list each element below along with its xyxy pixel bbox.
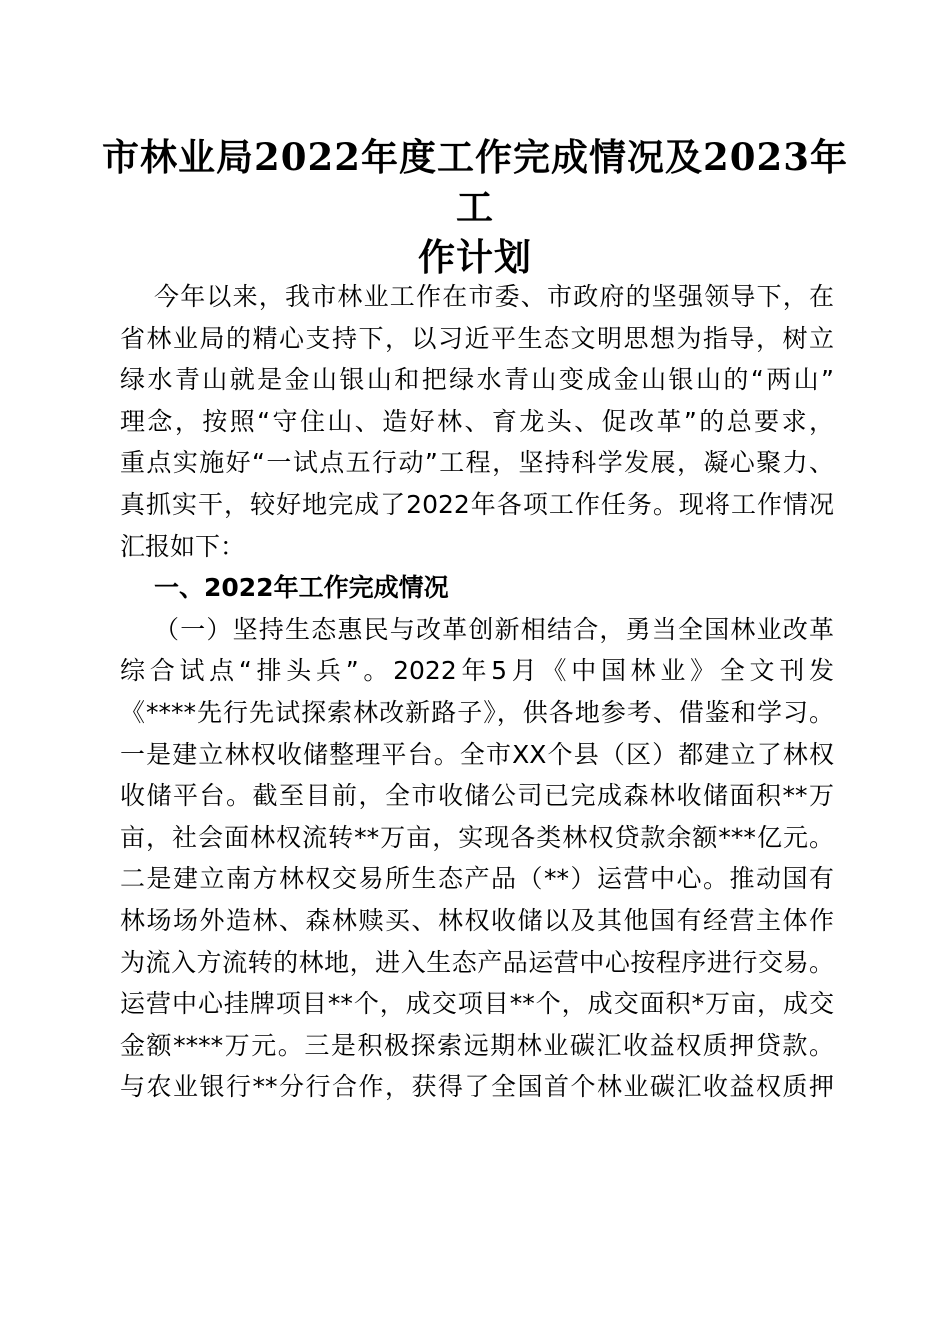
intro-line-4: 理念，按照“守住山、造好林、育龙头、促改革”的总要求， (120, 406, 834, 436)
title-line-2: 作计划 (418, 235, 532, 279)
intro-line-6: 真抓实干，较好地完成了2022年各项工作任务。现将工作情况 (120, 489, 834, 519)
document-body (120, 276, 834, 1108)
intro-line-1: 今年以来，我市林业工作在市委、市政府的坚强领导下，在 (154, 282, 834, 311)
section-line-2: 综合试点“排头兵”。2022年5月《中国林业》全文刊发 (120, 656, 834, 686)
section-line-5: 收储平台。截至目前，全市收储公司已完成森林收储面积**万 (120, 781, 834, 811)
section-line-8: 林场场外造林、森林赎买、林权收储以及其他国有经营主体作 (120, 905, 834, 935)
section-line-3: 《****先行先试探索林改新路子》，供各地参考、借鉴和学习。 (120, 697, 834, 727)
section-line-6: 亩，社会面林权流转**万亩，实现各类林权贷款余额***亿元。 (120, 822, 834, 852)
section-line-11: 金额****万元。三是积极探索远期林业碳汇收益权质押贷款。 (120, 1030, 834, 1060)
section-heading: 一、2022年工作完成情况 (154, 573, 449, 603)
title-line-1: 市林业局2022年度工作完成情况及2023年工 (102, 135, 848, 229)
section-line-12: 与农业银行**分行合作，获得了全国首个林业碳汇收益权质押 (120, 1072, 834, 1102)
intro-line-5: 重点实施好“一试点五行动”工程，坚持科学发展，凝心聚力、 (120, 448, 834, 478)
section-line-9: 为流入方流转的林地，进入生态产品运营中心按程序进行交易。 (120, 947, 834, 977)
section-line-1: （一）坚持生态惠民与改革创新相结合，勇当全国林业改革 (154, 614, 834, 644)
section-line-7: 二是建立南方林权交易所生态产品（**）运营中心。推动国有 (120, 864, 834, 894)
section-line-4: 一是建立林权收储整理平台。全市XX个县（区）都建立了林权 (120, 739, 834, 769)
intro-line-3: 绿水青山就是金山银山和把绿水青山变成金山银山的“两山” (120, 365, 834, 395)
intro-line-7: 汇报如下： (120, 531, 246, 561)
intro-line-2: 省林业局的精心支持下，以习近平生态文明思想为指导，树立 (120, 323, 834, 353)
document-title (90, 132, 860, 282)
section-line-10: 运营中心挂牌项目**个，成交项目**个，成交面积*万亩，成交 (120, 989, 834, 1019)
